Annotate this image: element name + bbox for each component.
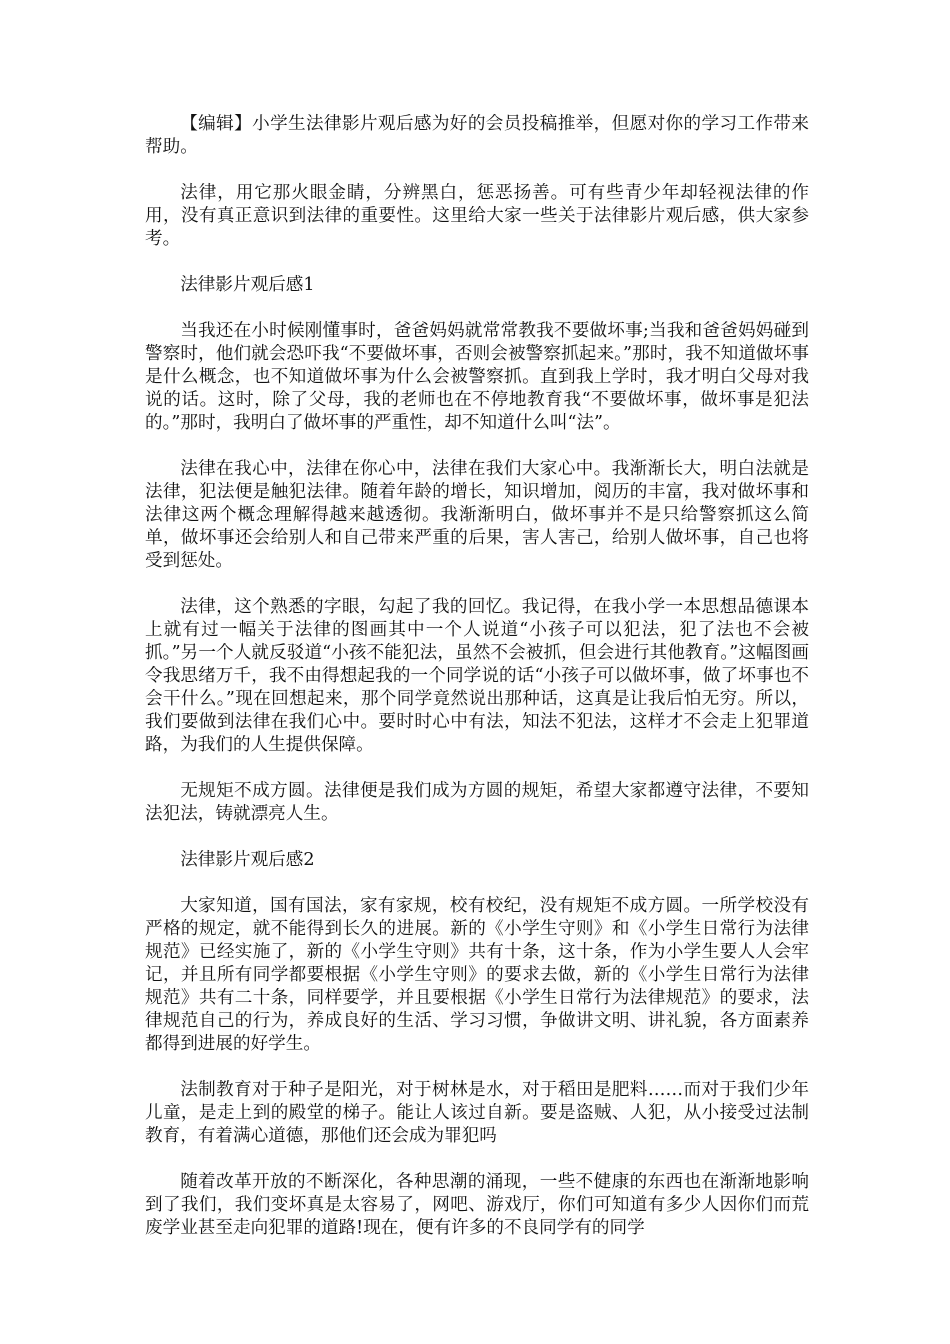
body-paragraph: 大家知道，国有国法，家有家规，校有校纪，没有规矩不成方圆。一所学校没有严格的规定，就不能得到长久的进展。新的《小学生守则》和《小学生日常行为法律规范》已经实施了，新的《小学生守则》共有十条，这十条，作为小学生要人人会牢记，并且所有同学都要根据《小学生守则》的要求去做，新的《小学生日常行为法律规范》共有二十条，同样要学，并且要根据《小学生日常行为法律规范》的要求，法律规范自己的行为，养成良好的生活、学习习惯，争做讲文明、讲礼貌，各方面素养都得到进展的好学生。: [145, 896, 809, 1054]
document-page: [145, 113, 809, 1240]
preface-paragraph: 法律，用它那火眼金睛，分辨黑白，惩恶扬善。可有些青少年却轻视法律的作用，没有真正意识到法律的重要性。这里给大家一些关于法律影片观后感，供大家参考。: [145, 183, 809, 249]
body-paragraph: 当我还在小时候刚懂事时，爸爸妈妈就常常教我不要做坏事;当我和爸爸妈妈碰到警察时，他们就会恐吓我“不要做坏事，否则会被警察抓起来。”那时，我不知道做坏事是什么概念，也不知道做坏事为什么会被警察抓。直到我上学时，我才明白父母对我说的话。这时，除了父母，我的老师也在不停地教育我“不要做坏事，做坏事是犯法的。”那时，我明白了做坏事的严重性，却不知道什么叫“法”。: [145, 321, 809, 433]
section-heading-2: 法律影片观后感2: [180, 850, 315, 870]
body-paragraph: 法律，这个熟悉的字眼，勾起了我的回忆。我记得，在我小学一本思想品德课本上就有过一幅关于法律的图画其中一个人说道“小孩子可以犯法，犯了法也不会被抓。”另一个人就反驳道“小孩不能犯法，虽然不会被抓，但会进行其他教育。”这幅图画令我思绪万千，我不由得想起我的一个同学说的话“小孩子可以做坏事，做了坏事也不会干什么。”现在回想起来，那个同学竟然说出那种话，这真是让我后怕无穷。所以，我们要做到法律在我们心中。要时时心中有法，知法不犯法，这样才不会走上犯罪道路，为我们的人生提供保障。: [145, 597, 809, 755]
intro-paragraph: 【编辑】小学生法律影片观后感为好的会员投稿推举，但愿对你的学习工作带来帮助。: [145, 114, 809, 157]
body-paragraph: 法律在我心中，法律在你心中，法律在我们大家心中。我渐渐长大，明白法就是法律，犯法便是触犯法律。随着年龄的增长，知识增加，阅历的丰富，我对做坏事和法律这两个概念理解得越来越透彻。我渐渐明白，做坏事并不是只给警察抓这么简单，做坏事还会给别人和自己带来严重的后果，害人害己，给别人做坏事，自己也将受到惩处。: [145, 459, 809, 571]
body-paragraph: 无规矩不成方圆。法律便是我们成为方圆的规矩，希望大家都遵守法律，不要知法犯法，铸就漂亮人生。: [145, 781, 809, 824]
body-paragraph: 随着改革开放的不断深化，各种思潮的涌现，一些不健康的东西也在渐渐地影响到了我们，我们变坏真是太容易了，网吧、游戏厅，你们可知道有多少人因你们而荒废学业甚至走向犯罪的道路!现在，便有许多的不良同学有的同学: [145, 1172, 809, 1238]
section-heading-1: 法律影片观后感1: [180, 275, 315, 295]
body-paragraph: 法制教育对于种子是阳光，对于树林是水，对于稻田是肥料……而对于我们少年儿童，是走上到的殿堂的梯子。能让人该过自新。要是盗贼、人犯，从小接受过法制教育，有着满心道德，那他们还会成为罪犯吗: [145, 1080, 809, 1146]
